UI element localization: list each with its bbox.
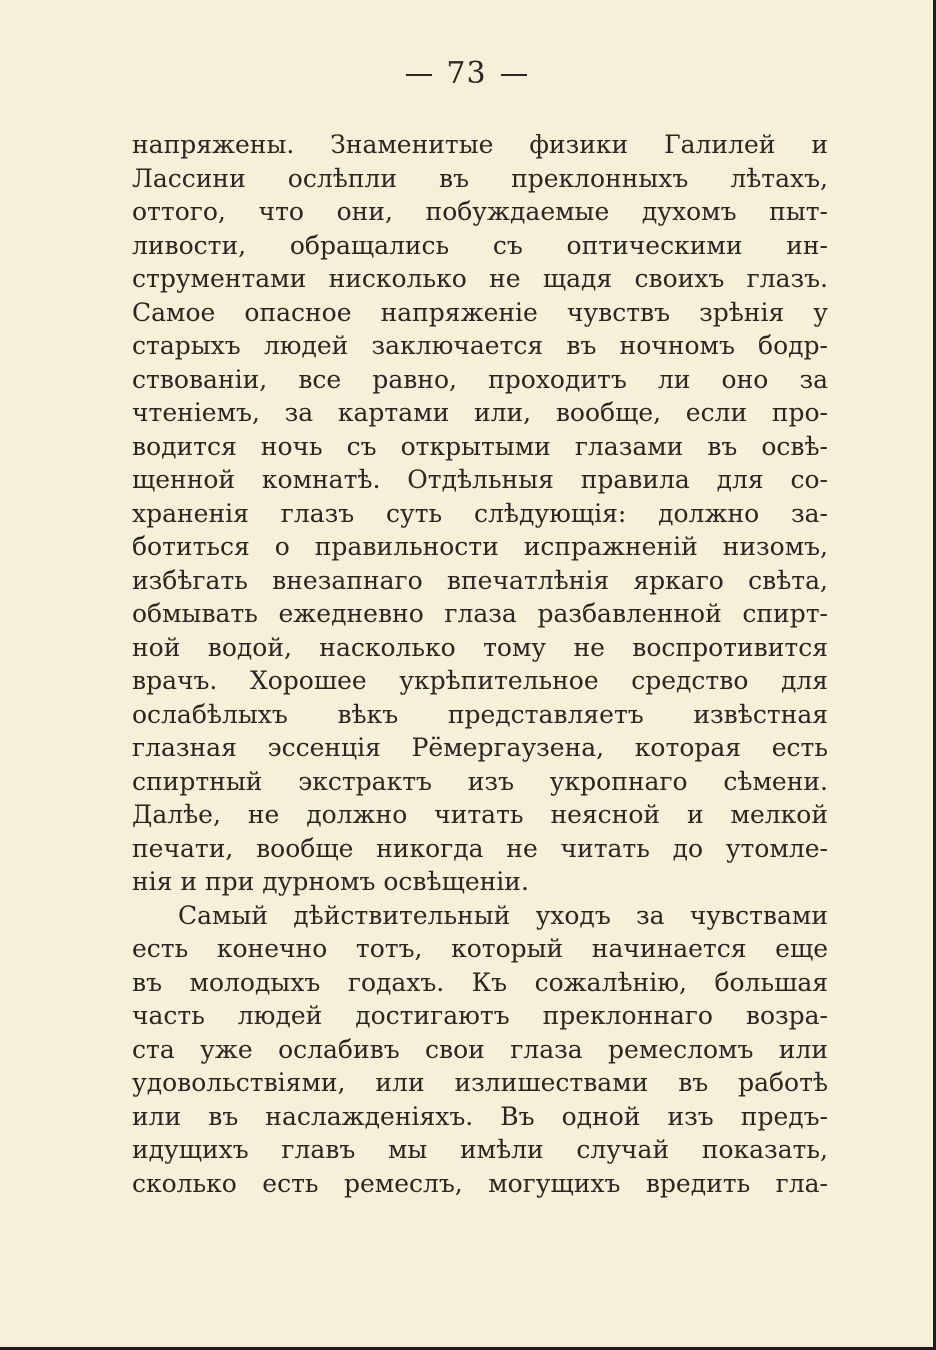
text-line: ствованіи, все равно, проходитъ ли оно за: [132, 364, 828, 394]
text-line: печати, вообще никогда не читать до утомле-: [132, 833, 828, 863]
text-line: въ молодыхъ годахъ. Къ сожалѣнію, большая: [132, 967, 828, 997]
text-line: или въ наслажденіяхъ. Въ одной изъ предъ-: [132, 1101, 828, 1131]
text-line: Далѣе, не должно читать неясной и мелкой: [132, 800, 828, 829]
text-line: удовольствіями, или излишествами въ работѣ: [132, 1068, 828, 1097]
right-dash: [501, 74, 527, 76]
text-line: глазная эссенція Рёмергаузена, которая есть: [132, 733, 828, 762]
text-line: идущихъ главъ мы имѣли случай показать,: [132, 1135, 828, 1164]
body-text: [132, 128, 828, 1200]
text-line: напряжены. Знаменитые физики Галилей и: [132, 130, 828, 159]
text-line: ослабѣлыхъ вѣкъ представляетъ извѣстная: [132, 699, 828, 729]
text-line: Лассини ослѣпли въ преклонныхъ лѣтахъ,: [132, 163, 828, 193]
text-line: оттого, что они, побуждаемые духомъ пыт-: [132, 197, 828, 226]
paragraph-1: [132, 128, 828, 899]
text-line: есть конечно тотъ, который начинается еще: [132, 934, 828, 963]
text-line: врачъ. Хорошее укрѣпительное средство для: [132, 666, 828, 695]
text-line: храненія глазъ суть слѣдующія: должно за-: [132, 498, 828, 528]
text-line: нія и при дурномъ освѣщеніи.: [132, 867, 529, 896]
text-line: Самый дѣйствительный уходъ за чувствами: [178, 900, 828, 930]
text-line: ста уже ослабивъ свои глаза ремесломъ или: [132, 1034, 828, 1064]
paragraph-2: [132, 899, 828, 1201]
page-header: [0, 56, 933, 91]
text-line: водится ночь съ открытыми глазами въ освѣ-: [132, 431, 828, 461]
text-line: ной водой, насколько тому не воспротивится: [132, 632, 828, 662]
text-line: струментами нисколько не щадя своихъ глазъ.: [132, 264, 828, 293]
text-line: часть людей достигаютъ преклоннаго возра-: [132, 1001, 828, 1030]
text-line: спиртный экстрактъ изъ укропнаго сѣмени.: [132, 766, 828, 796]
text-line: обмывать ежедневно глаза разбавленной спирт-: [132, 599, 828, 628]
text-line: старыхъ людей заключается въ ночномъ бодр-: [132, 331, 828, 360]
text-line: избѣгать внезапнаго впечатлѣнія яркаго свѣта,: [132, 565, 828, 595]
text-line: ботиться о правильности испражненій низомъ,: [132, 532, 828, 561]
text-line: Самое опасное напряженіе чувствъ зрѣнія у: [132, 297, 828, 327]
left-dash: [406, 74, 432, 76]
text-line: чтеніемъ, за картами или, вообще, если про-: [132, 398, 828, 427]
text-line: ливости, обращались съ оптическими ин-: [132, 230, 828, 260]
text-line: сколько есть ремеслъ, могущихъ вредить гла-: [132, 1168, 828, 1198]
text-line: щенной комнатѣ. Отдѣльныя правила для со-: [132, 465, 828, 494]
page-number: 73: [446, 56, 487, 91]
